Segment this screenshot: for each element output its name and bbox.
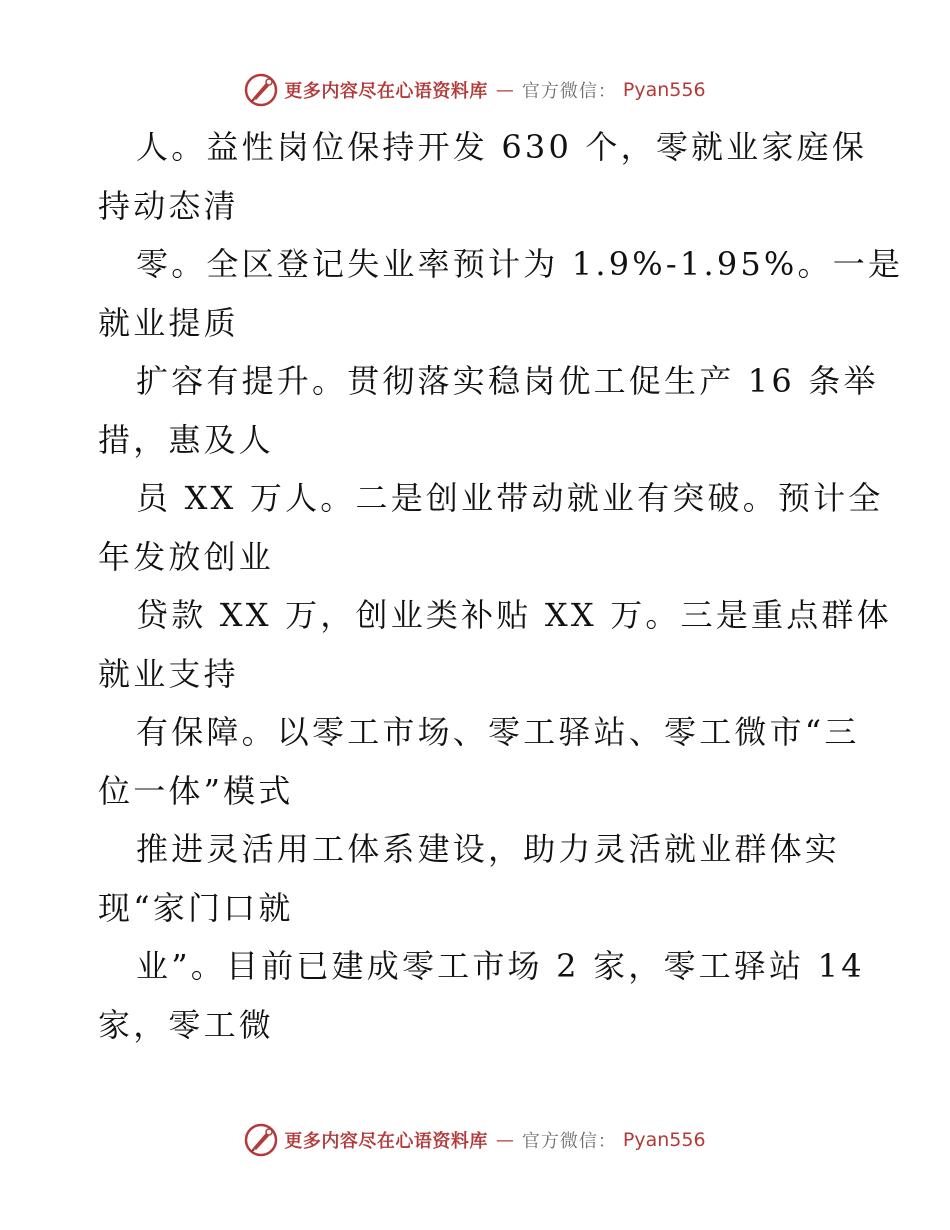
text-line: 现“家门口就 <box>98 888 294 927</box>
header-banner <box>0 70 950 110</box>
text-line: 贷款 XX 万，创业类补贴 XX 万。三是重点群体 <box>136 596 892 634</box>
banner-dash: — <box>495 1129 514 1151</box>
document-body <box>98 118 904 1054</box>
text-line: 措，惠及人 <box>98 420 275 459</box>
text-line: 位一体”模式 <box>98 771 294 810</box>
banner-wechat-label: 官方微信： <box>521 81 617 102</box>
text-line: 推进灵活用工体系建设，助力灵活就业群体实 <box>136 830 841 868</box>
banner-site-name: 更多内容尽在心语资料库 <box>284 81 488 102</box>
banner-dash: — <box>495 79 514 101</box>
text-line: 就业提质 <box>98 303 239 342</box>
text-line: 年发放创业 <box>98 537 275 576</box>
text-line: 业”。目前已建成零工市场 2 家，零工驿站 14 <box>136 947 865 985</box>
quill-logo-icon <box>244 1123 278 1157</box>
text-line: 扩容有提升。贯彻落实稳岗优工促生产 16 条举 <box>136 362 879 400</box>
footer-banner <box>0 1120 950 1160</box>
text-line: 零。全区登记失业率预计为 1.9%-1.95%。一是 <box>136 245 904 283</box>
banner-wechat-label: 官方微信： <box>521 1131 617 1152</box>
text-line: 就业支持 <box>98 654 239 693</box>
quill-logo-icon <box>244 73 278 107</box>
text-line: 有保障。以零工市场、零工驿站、零工微市“三 <box>136 713 860 751</box>
banner-wechat-id: Pyan556 <box>622 1129 706 1151</box>
text-line: 员 XX 万人。二是创业带动就业有突破。预计全 <box>136 479 884 517</box>
text-line: 家，零工微 <box>98 1005 275 1044</box>
text-line: 人。益性岗位保持开发 630 个，零就业家庭保 <box>136 128 868 166</box>
banner-site-name: 更多内容尽在心语资料库 <box>284 1131 488 1152</box>
text-line: 持动态清 <box>98 186 239 225</box>
banner-wechat-id: Pyan556 <box>622 79 706 101</box>
